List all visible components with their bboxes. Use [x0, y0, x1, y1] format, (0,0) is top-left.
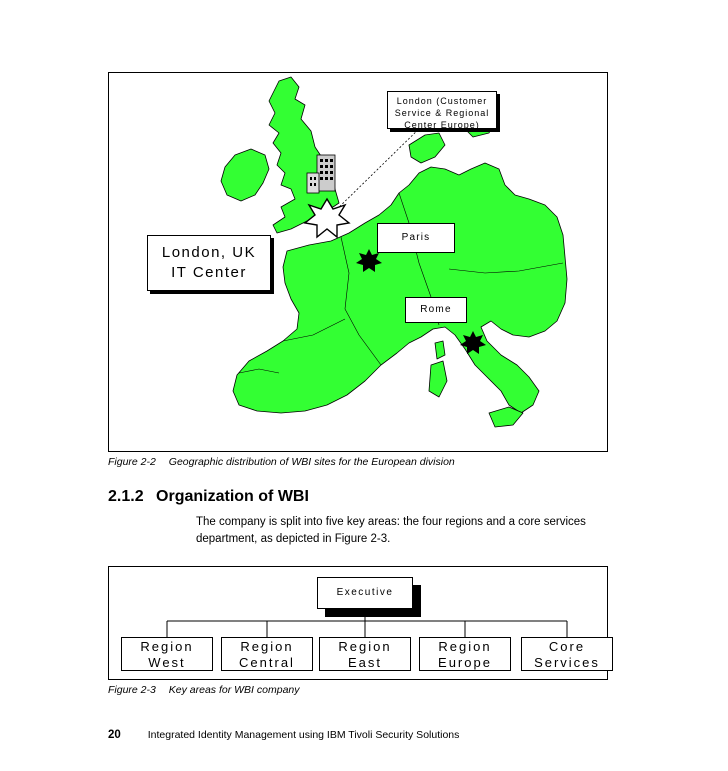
- org-node-executive: Executive: [317, 577, 413, 609]
- org-node-region-east: Region East: [319, 637, 411, 671]
- figure-caption-text: Geographic distribution of WBI sites for the European division: [168, 456, 455, 468]
- section-number: 2.1.2: [108, 488, 144, 505]
- section-title: Organization of WBI: [156, 488, 309, 505]
- london-customer-service-callout: London (Customer Service & Regional Center Europe): [387, 91, 497, 129]
- figure-2-3-caption: [108, 684, 300, 696]
- corsica-land: [435, 341, 445, 359]
- denmark-land: [409, 133, 445, 163]
- continent-land: [233, 163, 567, 413]
- section-heading: [108, 488, 309, 506]
- europe-map-figure: [108, 72, 608, 452]
- figure-number: Figure 2-2: [108, 456, 156, 468]
- sardinia-land: [429, 361, 447, 397]
- page-number: 20: [108, 729, 121, 741]
- figure-number: Figure 2-3: [108, 684, 156, 696]
- org-node-region-west: Region West: [121, 637, 213, 671]
- figure-2-2-caption: [108, 456, 455, 468]
- body-paragraph: The company is split into five key areas: the four regions and a core services department, as depicted in Figure 2-3.: [196, 516, 586, 545]
- book-title: Integrated Identity Management using IBM Tivoli Security Solutions: [147, 729, 460, 741]
- org-node-core-services: Core Services: [521, 637, 613, 671]
- rome-callout: Rome: [405, 297, 467, 323]
- paris-callout: Paris: [377, 223, 455, 253]
- london-it-center-callout: London, UK IT Center: [147, 235, 271, 291]
- figure-caption-text: Key areas for WBI company: [168, 684, 300, 696]
- org-node-region-central: Region Central: [221, 637, 313, 671]
- ireland-land: [221, 149, 269, 201]
- page-footer: [108, 729, 459, 741]
- org-node-region-europe: Region Europe: [419, 637, 511, 671]
- org-chart-figure: [108, 566, 608, 680]
